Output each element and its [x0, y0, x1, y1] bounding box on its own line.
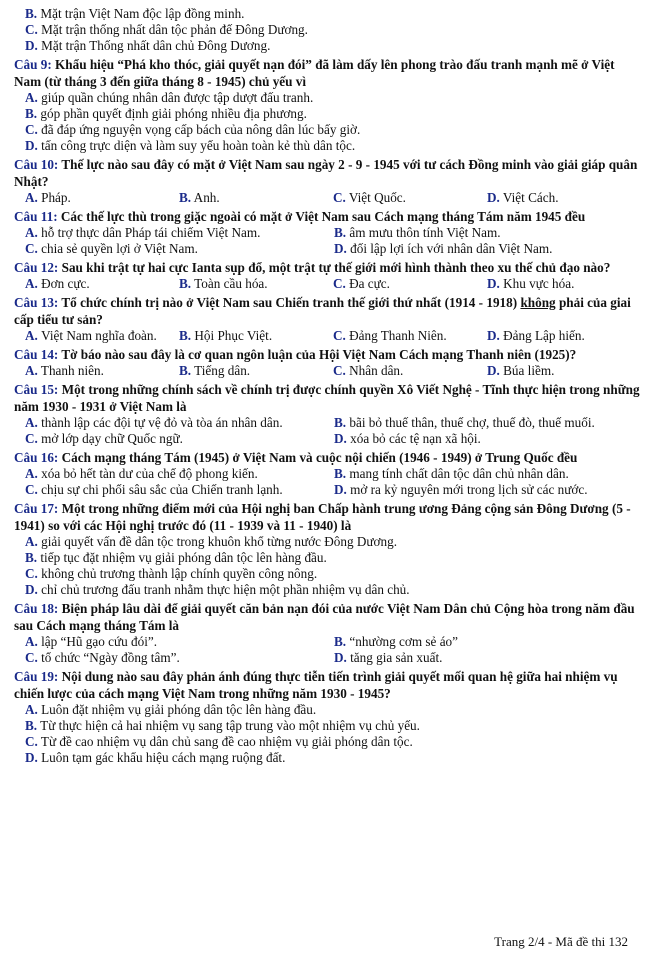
question-17: Câu 17: Một trong những điểm mới của Hội nghị ban Chấp hành trung ương Đảng cộng sản Đông Dương (5 - 1941) so với các Hội nghị trước đó (11 - 1939 và 11 - 1940) là — [14, 501, 631, 533]
option: B. Từ thực hiện cả hai nhiệm vụ sang tập trung vào một nhiệm vụ chủ yếu. — [25, 718, 420, 733]
option-row — [25, 466, 640, 482]
option: B. Anh. — [179, 190, 220, 205]
option: C. Việt Quốc. — [333, 190, 406, 205]
option: D. Việt Cách. — [487, 190, 559, 205]
question-14: Câu 14: Tờ báo nào sau đây là cơ quan ngôn luận của Hội Việt Nam Cách mạng Thanh niên (1925)? — [14, 347, 577, 362]
option-row — [25, 482, 640, 498]
option: B. Hội Phục Việt. — [179, 328, 273, 343]
question-12: Câu 12: Sau khi trật tự hai cực Ianta sụp đổ, một trật tự thế giới mới hình thành theo xu thế chủ đạo nào? — [14, 260, 611, 275]
question-18: Câu 18: Biện pháp lâu dài để giải quyết căn bản nạn đói của nước Việt Nam Dân chủ Cộng hòa trong năm đầu sau Cách mạng tháng Tám là — [14, 601, 635, 633]
option-row — [25, 415, 640, 431]
option-row — [25, 225, 640, 241]
option: A. Đơn cực. — [25, 276, 90, 291]
question-10: Câu 10: Thế lực nào sau đây có mặt ở Việt Nam sau ngày 2 - 9 - 1945 với tư cách Đồng minh vào giải giáp quân Nhật? — [14, 157, 638, 189]
option: A. giải quyết vấn đề dân tộc trong khuôn khổ từng nước Đông Dương. — [25, 534, 397, 549]
option: D. mở ra kỷ nguyên mới trong lịch sử các nước. — [334, 482, 588, 497]
option: D. Mặt trận Thống nhất dân chủ Đông Dương. — [25, 38, 271, 53]
option: D. chỉ chủ trương đấu tranh nhằm thực hiện một phần nhiệm vụ dân chủ. — [25, 582, 410, 597]
option: C. đã đáp ứng nguyện vọng cấp bách của nông dân lúc bấy giờ. — [25, 122, 361, 137]
option: B. Tiếng dân. — [179, 363, 251, 378]
option-row — [25, 650, 640, 666]
option: D. Luôn tạm gác khẩu hiệu cách mạng ruộng đất. — [25, 750, 286, 765]
option: A. giúp quần chúng nhân dân được tập dượt đấu tranh. — [25, 90, 314, 105]
option: B. góp phần quyết định giải phóng nhiều địa phương. — [25, 106, 307, 121]
option: A. hỗ trợ thực dân Pháp tái chiếm Việt Nam. — [25, 225, 261, 240]
option: C. Đa cực. — [333, 276, 390, 291]
option: C. tổ chức “Ngày đồng tâm”. — [25, 650, 180, 665]
question-16: Câu 16: Cách mạng tháng Tám (1945) ở Việt Nam và cuộc nội chiến (1946 - 1949) ở Trung Quốc đều — [14, 450, 578, 465]
option: D. tấn công trực diện và làm suy yếu hoàn toàn kẻ thù dân tộc. — [25, 138, 356, 153]
emphasis-underline: không — [520, 295, 556, 310]
option: B. Mặt trận Việt Nam độc lập đồng minh. — [25, 6, 245, 21]
option: C. mở lớp dạy chữ Quốc ngữ. — [25, 431, 183, 446]
option-row — [25, 241, 640, 257]
question-13: Câu 13: Tổ chức chính trị nào ở Việt Nam sau Chiến tranh thế giới thứ nhất (1914 - 1918) không phải của giai cấp tiểu tư sản? — [14, 295, 631, 327]
option: A. Thanh niên. — [25, 363, 104, 378]
option-row — [25, 328, 640, 344]
page-footer: Trang 2/4 - Mã đề thi 132 — [494, 934, 628, 949]
option: C. Nhân dân. — [333, 363, 404, 378]
question-11: Câu 11: Các thế lực thù trong giặc ngoài có mặt ở Việt Nam sau Cách mạng tháng Tám năm 1945 đều — [14, 209, 586, 224]
option: D. xóa bỏ các tệ nạn xã hội. — [334, 431, 481, 446]
option: B. Toàn cầu hóa. — [179, 276, 268, 291]
option: A. thành lập các đội tự vệ đỏ và tòa án nhân dân. — [25, 415, 283, 430]
option: B. mang tính chất dân tộc dân chủ nhân dân. — [334, 466, 569, 481]
option: C. chịu sự chi phối sâu sắc của Chiến tranh lạnh. — [25, 482, 283, 497]
option-row — [25, 363, 640, 379]
question-9: Câu 9: Khẩu hiệu “Phá kho thóc, giải quyết nạn đói” đã làm dấy lên phong trào đấu tranh mạnh mẽ ở Việt Nam (từ tháng 3 đến giữa tháng 8 - 1945) chủ yếu vì — [14, 57, 615, 89]
option-row — [25, 276, 640, 292]
exam-page — [14, 6, 640, 766]
option: B. tiếp tục đặt nhiệm vụ giải phóng dân tộc lên hàng đầu. — [25, 550, 327, 565]
option: B. âm mưu thôn tính Việt Nam. — [334, 225, 501, 240]
option: B. bãi bỏ thuế thân, thuế chợ, thuế đò, thuế muối. — [334, 415, 595, 430]
question-15: Câu 15: Một trong những chính sách về chính trị được chính quyền Xô Viết Nghệ - Tĩnh thực hiện trong những năm 1930 - 1931 ở Việt Nam là — [14, 382, 640, 414]
option: A. xóa bỏ hết tàn dư của chế độ phong kiến. — [25, 466, 258, 481]
option: D. Khu vực hóa. — [487, 276, 575, 291]
option: D. Đảng Lập hiến. — [487, 328, 585, 343]
option-row — [25, 634, 640, 650]
option: B. “nhường cơm sẻ áo” — [334, 634, 459, 649]
question-19: Câu 19: Nội dung nào sau đây phản ánh đúng thực tiễn tiến trình giải quyết mối quan hệ giữa hai nhiệm vụ chiến lược của cách mạng Việt Nam trong những năm 1930 - 1945? — [14, 669, 618, 701]
option: A. lập “Hũ gạo cứu đói”. — [25, 634, 158, 649]
option: C. Từ đề cao nhiệm vụ dân chủ sang đề cao nhiệm vụ giải phóng dân tộc. — [25, 734, 413, 749]
option: D. đối lập lợi ích với nhân dân Việt Nam. — [334, 241, 553, 256]
option: A. Pháp. — [25, 190, 71, 205]
option: A. Việt Nam nghĩa đoàn. — [25, 328, 157, 343]
option: C. chia sẻ quyền lợi ở Việt Nam. — [25, 241, 198, 256]
option-row — [25, 190, 640, 206]
option: D. tăng gia sản xuất. — [334, 650, 443, 665]
option: D. Búa liềm. — [487, 363, 555, 378]
option: C. Đảng Thanh Niên. — [333, 328, 447, 343]
option: C. Mặt trận thống nhất dân tộc phản đế Đông Dương. — [25, 22, 308, 37]
option: C. không chủ trương thành lập chính quyền công nông. — [25, 566, 318, 581]
prev-question-options — [14, 6, 640, 54]
option-row — [25, 431, 640, 447]
option: A. Luôn đặt nhiệm vụ giải phóng dân tộc lên hàng đầu. — [25, 702, 317, 717]
